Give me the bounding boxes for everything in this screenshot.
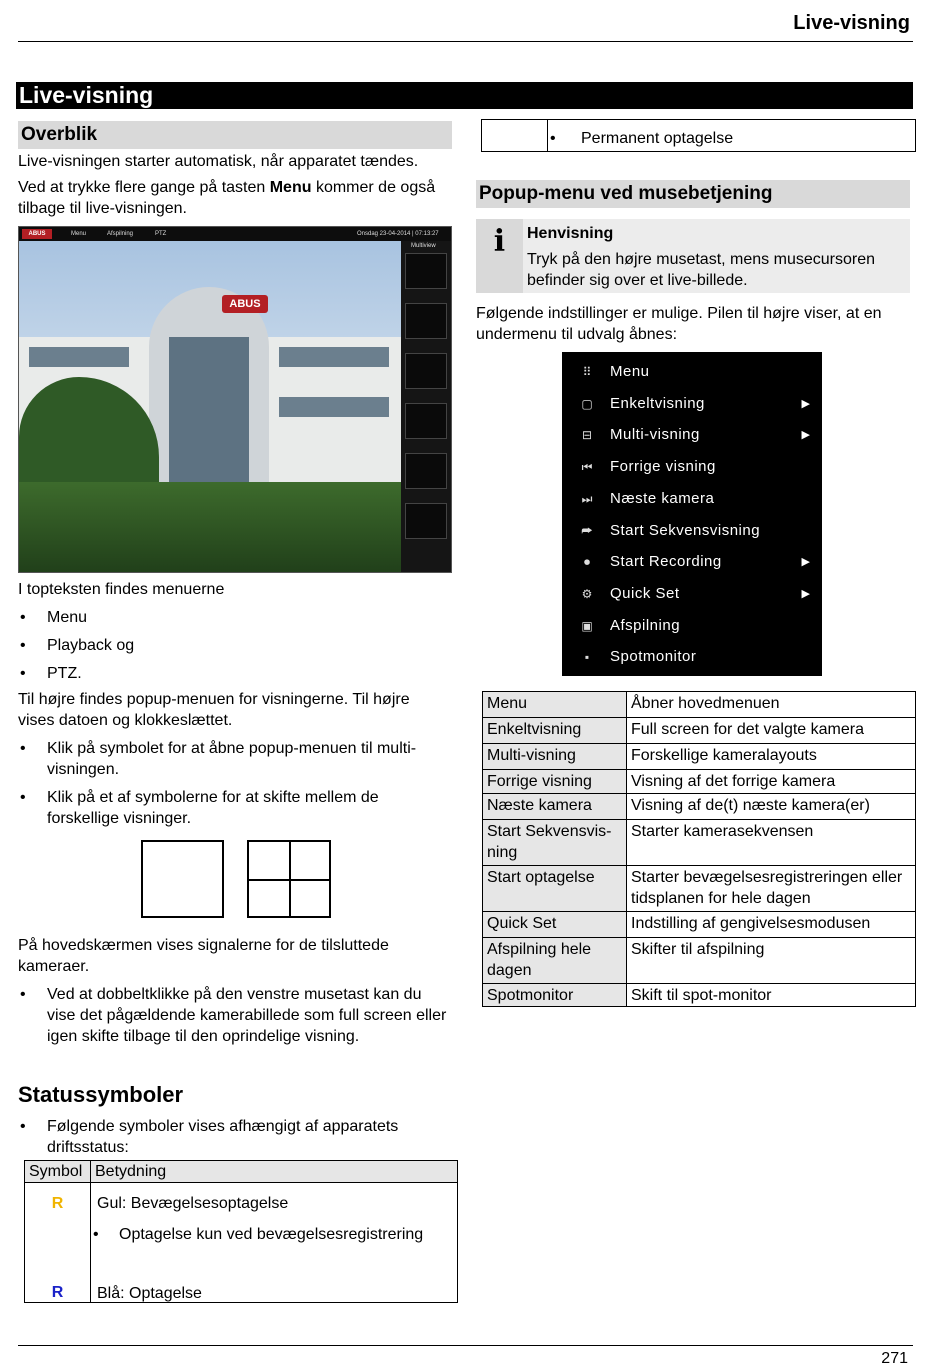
layout-thumb — [405, 403, 447, 439]
popup-menu-label: Start Recording — [610, 553, 722, 571]
list-item: • PTZ. — [18, 663, 448, 684]
table-row — [483, 794, 916, 820]
popup-right-paragraph: Til højre findes popup-menuen for visningerne. Til højre vises datoen og klokkeslættet. — [18, 691, 410, 729]
function-description-cell: Visning af de(t) næste kamera(er) — [627, 794, 916, 820]
function-description-cell: Skift til spot-monitor — [627, 984, 916, 1007]
permanent-list — [548, 128, 908, 149]
overview-paragraph-2 — [18, 177, 443, 219]
header-rule — [18, 41, 913, 42]
overview-p2-post: kommer de også tilbage til live-visningen. — [18, 179, 436, 217]
instructions-list — [18, 738, 448, 829]
popup-menu-item[interactable] — [562, 419, 822, 451]
popup-menu-item[interactable] — [562, 610, 822, 642]
function-description-cell: Forskellige kameralayouts — [627, 744, 916, 770]
top-text-intro: I topteksten findes menuerne — [18, 581, 225, 598]
empty-symbol-cell — [482, 120, 548, 151]
layout-thumb — [405, 503, 447, 539]
note-title: Henvisning — [527, 225, 614, 242]
info-icon: i — [476, 219, 523, 293]
popup-menu-item[interactable] — [562, 515, 822, 547]
submenu-arrow-icon: ▶ — [801, 556, 810, 569]
screenshot-top-bar — [19, 227, 451, 241]
function-name-cell: Spotmonitor — [483, 984, 627, 1007]
single-view-icon: ▢ — [581, 396, 593, 411]
list-item: • Følgende symboler vises afhængigt af apparatets driftsstatus: — [18, 1116, 438, 1158]
list-item: • Optagelse kun ved bevægelsesregistrering — [91, 1224, 451, 1245]
yellow-sub-list — [91, 1224, 451, 1245]
popup-menu-item[interactable] — [562, 483, 822, 515]
quad-layout-icon — [247, 840, 331, 918]
status-list — [18, 1116, 438, 1158]
main-screen-list — [18, 984, 450, 1047]
status-heading: Statussymboler — [18, 1082, 184, 1107]
window-row — [279, 397, 389, 417]
table-header: Betydning — [91, 1161, 458, 1183]
yellow-meaning: Gul: Bevægelsesoptagelse — [97, 1195, 289, 1212]
multiview-label: Multiview — [411, 243, 436, 249]
page-number: 271 — [881, 1350, 908, 1367]
list-item: • Permanent optagelse — [548, 128, 908, 149]
popup-paragraph: Følgende indstillinger er mulige. Pilen til højre viser, at en undermenu til udvalg åbnes: — [476, 305, 882, 343]
table-row — [483, 866, 916, 912]
popup-menu-item[interactable] — [562, 451, 822, 483]
popup-menu-label: Næste kamera — [610, 489, 715, 507]
top-menu-list — [18, 607, 448, 684]
blue-meaning: Blå: Optagelse — [97, 1285, 202, 1302]
screenshot-menu-item: Menu — [71, 231, 87, 237]
multi-view-icon: ⊟ — [581, 428, 593, 443]
submenu-arrow-icon: ▶ — [801, 397, 810, 410]
popup-menu-item[interactable] — [562, 356, 822, 388]
abus-logo: ABUS — [22, 229, 52, 239]
screenshot-datetime: Onsdag 23-04-2014 | 07:13:27 — [357, 231, 439, 237]
sequence-icon: ⮫ — [581, 523, 593, 538]
table-row — [483, 692, 916, 718]
section-title-bar: Live-visning — [16, 82, 913, 109]
submenu-arrow-icon: ▶ — [801, 587, 810, 600]
list-item: • Klik på symbolet for at åbne popup-menuen til multi-visningen. — [18, 738, 448, 780]
screenshot-layout-sidebar — [401, 241, 451, 572]
popup-heading: Popup-menu ved musebetjening — [476, 180, 910, 208]
layout-thumb — [405, 253, 447, 289]
layout-thumb — [405, 303, 447, 339]
window-row — [279, 347, 389, 367]
function-name-cell: Multi-visning — [483, 744, 627, 770]
table-row — [483, 984, 916, 1007]
function-name-cell: Enkeltvisning — [483, 718, 627, 744]
function-name-cell: Quick Set — [483, 912, 627, 938]
list-item: • Klik på et af symbolerne for at skifte mellem de forskellige visninger. — [18, 787, 448, 829]
function-table — [482, 691, 916, 1007]
table-row — [483, 770, 916, 794]
function-name-cell: Afspilning hele dagen — [483, 938, 627, 984]
window-row — [29, 347, 129, 367]
yellow-record-symbol: R — [51, 1195, 64, 1212]
function-description-cell: Skifter til afspilning — [627, 938, 916, 984]
symbol-cell — [25, 1183, 91, 1303]
table-row — [483, 912, 916, 938]
lawn — [19, 482, 401, 572]
function-description-cell: Visning af det forrige kamera — [627, 770, 916, 794]
popup-menu-label: Forrige visning — [610, 458, 716, 476]
popup-menu-label: Quick Set — [610, 584, 680, 602]
overview-paragraph-1: Live-visningen starter automatisk, når apparatet tændes. — [18, 153, 419, 170]
overview-heading: Overblik — [18, 121, 452, 149]
main-screen-paragraph: På hovedskærmen vises signalerne for de tilsluttede kameraer. — [18, 937, 389, 975]
popup-menu-item[interactable] — [562, 578, 822, 610]
screenshot-menu-item: PTZ — [155, 231, 167, 237]
layout-thumb — [405, 353, 447, 389]
permanent-row — [481, 119, 916, 152]
table-row — [483, 718, 916, 744]
popup-menu-item[interactable] — [562, 546, 822, 578]
table-row — [483, 820, 916, 866]
function-name-cell: Menu — [483, 692, 627, 718]
page-header-title: Live-visning — [793, 12, 910, 34]
popup-menu-item[interactable] — [562, 641, 822, 673]
note-box — [476, 219, 910, 293]
gear-icon: ⚙ — [581, 586, 593, 601]
previous-icon: ⏮ — [581, 460, 593, 475]
function-name-cell: Start Sekvensvis-ning — [483, 820, 627, 866]
function-name-cell: Næste kamera — [483, 794, 627, 820]
playback-icon: ▣ — [581, 618, 593, 633]
popup-menu-label: Spotmonitor — [610, 648, 697, 666]
screenshot-menu-item: Afspilning — [107, 231, 134, 237]
popup-menu-label: Start Sekvensvisning — [610, 521, 761, 539]
popup-menu — [562, 352, 822, 676]
live-view-screenshot — [18, 226, 452, 573]
status-symbol-table — [24, 1160, 458, 1303]
popup-menu-item[interactable] — [562, 388, 822, 420]
meaning-cell — [91, 1183, 458, 1303]
list-item: • Playback og — [18, 635, 448, 656]
function-name-cell: Forrige visning — [483, 770, 627, 794]
function-description-cell: Indstilling af gengivelsesmodusen — [627, 912, 916, 938]
table-header: Symbol — [25, 1161, 91, 1183]
overview-p2-pre: Ved at trykke flere gange på tasten — [18, 179, 270, 196]
note-text: Tryk på den højre musetast, mens musecursoren befinder sig over et live-billede. — [527, 251, 875, 289]
function-description-cell: Starter kamerasekvensen — [627, 820, 916, 866]
grid-icon: ⠿ — [582, 365, 592, 379]
next-icon: ⏭ — [581, 491, 593, 506]
blue-record-symbol: R — [51, 1284, 64, 1301]
submenu-arrow-icon: ▶ — [801, 429, 810, 442]
function-name-cell: Start optagelse — [483, 866, 627, 912]
table-row — [483, 938, 916, 984]
table-row — [483, 744, 916, 770]
popup-menu-label: Menu — [610, 363, 650, 380]
building-sign: ABUS — [222, 295, 268, 313]
list-item: • Menu — [18, 607, 448, 628]
record-icon: ⏺ — [583, 555, 590, 570]
popup-menu-label: Enkeltvisning — [610, 394, 705, 412]
function-description-cell: Full screen for det valgte kamera — [627, 718, 916, 744]
popup-menu-label: Multi-visning — [610, 426, 700, 444]
layout-thumb — [405, 453, 447, 489]
spot-monitor-icon: ▪ — [584, 650, 590, 665]
single-layout-icon — [141, 840, 224, 918]
function-description-cell: Åbner hovedmenuen — [627, 692, 916, 718]
menu-key-label: Menu — [269, 179, 312, 196]
list-item: • Ved at dobbeltklikke på den venstre musetast kan du vise det pågældende kamerabillede som full screen eller igen skifte tilbage til den oprindelige visning. — [18, 984, 450, 1047]
popup-menu-label: Afspilning — [610, 616, 681, 634]
footer-rule — [18, 1345, 913, 1346]
function-description-cell: Starter bevægelsesregistreringen eller tidsplanen for hele dagen — [627, 866, 916, 912]
